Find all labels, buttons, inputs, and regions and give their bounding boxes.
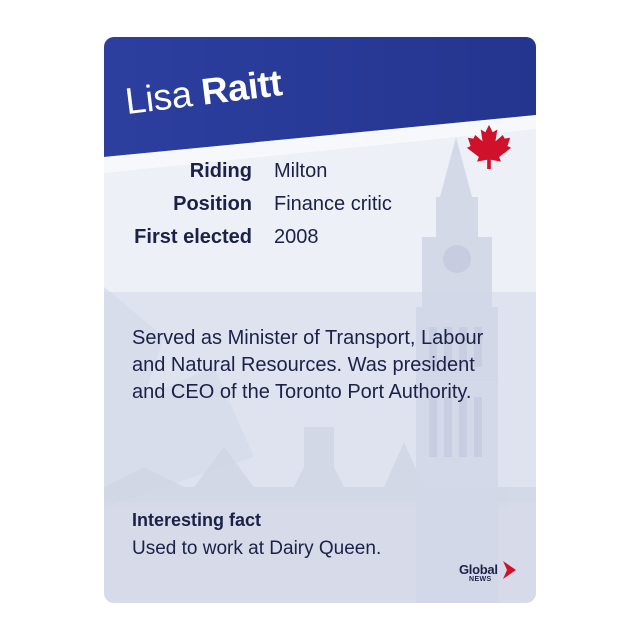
detail-label: Riding	[189, 160, 252, 182]
detail-label: Position	[173, 193, 252, 215]
detail-row-position	[104, 193, 536, 223]
detail-label: First elected	[134, 226, 252, 248]
fact-title: Interesting fact	[132, 510, 262, 530]
logo-sub: NEWS	[469, 576, 492, 583]
profile-card	[104, 37, 536, 603]
bio-text: Served as Minister of Transport, Labour and Natural Resources. Was president and CEO of the Toronto Port Authority.	[132, 327, 484, 403]
fact-text: Used to work at Dairy Queen.	[132, 538, 382, 559]
detail-value: Finance critic	[274, 193, 392, 215]
first-name: Lisa	[122, 73, 195, 123]
detail-row-riding	[104, 160, 536, 190]
play-arrow-icon	[503, 561, 516, 579]
last-name: Raitt	[198, 62, 285, 113]
detail-value: Milton	[274, 160, 328, 182]
detail-value: 2008	[274, 226, 319, 248]
global-news-logo	[459, 557, 517, 587]
logo-brand: Global	[459, 562, 498, 577]
detail-row-first-elected	[104, 226, 536, 256]
